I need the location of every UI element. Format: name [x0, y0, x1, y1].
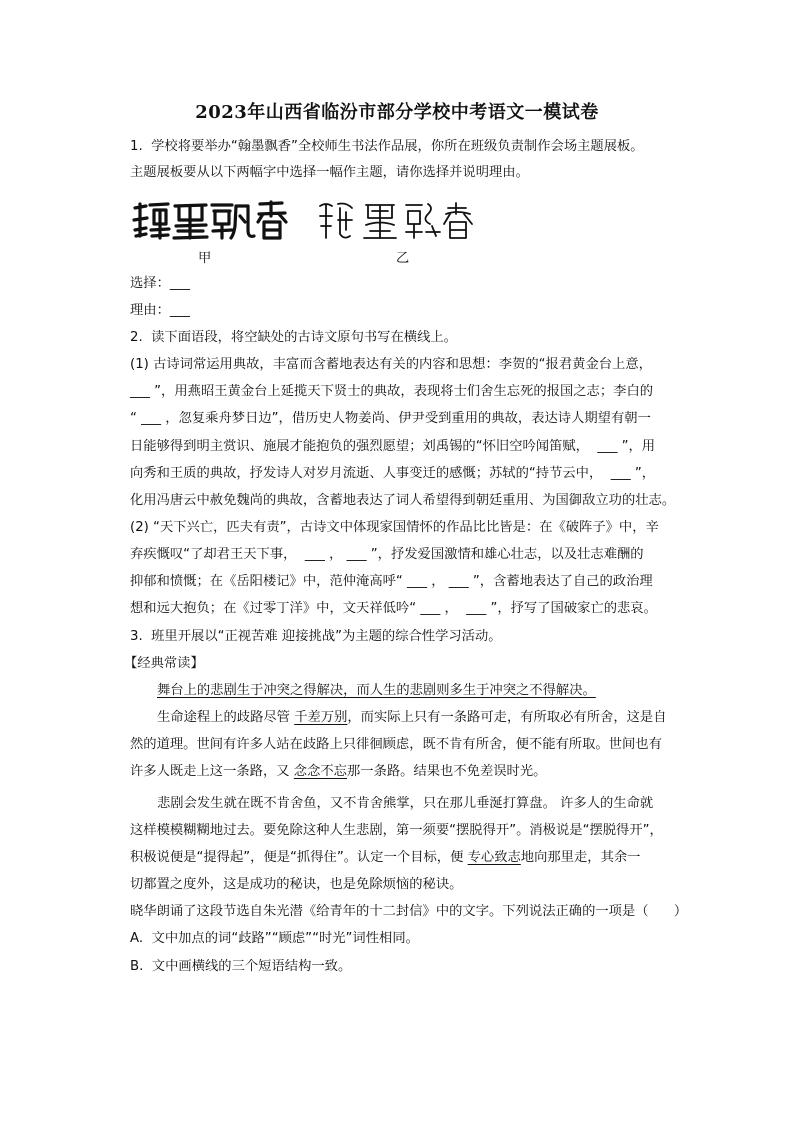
underlined-phrase-3: 专心致志: [467, 850, 521, 865]
q2-line-7: 化用冯唐云中赦免魏尚的典故，含蓄地表达了词人希望得到朝廷重用、为国御敌立功的壮志。: [130, 493, 676, 508]
q2-line-6: 向秀和王质的典故，抒发诗人对岁月流逝、人事变迁的感慨；苏轼的“持节云中， ___ ”，: [130, 466, 656, 481]
q2-line-3: ___ ”，用燕昭王黄金台上延揽天下贤士的典故，表现将士们舍生忘死的报国之志；李白的: [130, 384, 654, 399]
page-title: 2023年山西省临汾市部分学校中考语文一模试卷: [195, 102, 599, 123]
q2-line-5: 日能够得到明主赏识、施展才能抱负的强烈愿望；刘禹锡的“怀旧空吟闻笛赋， ___ ”，用: [130, 439, 656, 454]
underlined-phrase-1: 千差万别: [294, 710, 348, 725]
label-jia: 甲: [198, 251, 212, 266]
underlined-phrase-2: 念念不忘: [293, 764, 347, 779]
option-a[interactable]: A. 文中加点的词“歧路”“顾虑”“时光”词性相同。: [130, 931, 419, 946]
q2-line-9: 弃疾慨叹“了却君王天下事， ___ ， ___ ”，抒发爱国激情和雄心壮志，以及壮志难酬的: [130, 547, 644, 562]
passage-line-7: 切都置之度外，这是成功的秘诀，也是免除烦恼的秘诀。: [130, 877, 463, 892]
q3-line-1: 3. 班里开展以“正视苦难 迎接挑战”为主题的综合性学习活动。: [130, 629, 502, 644]
passage-line-2: 然的道理。世间有许多人站在歧路上只徘徊顾虑，既不肯有所舍，便不能有所取。世间也有: [130, 737, 662, 752]
choice-label: 选择：: [130, 276, 170, 291]
calligraphy-jia-image: [132, 200, 288, 242]
reason-row: [130, 301, 190, 321]
q2-line-1: 2. 读下面语段，将空缺处的古诗文原句书写在横线上。: [130, 330, 457, 345]
underlined-sentence: 舞台上的悲剧生于冲突之得解决，而人生的悲剧则多生于冲突之不得解决。: [157, 683, 596, 698]
choice-row: [130, 274, 190, 294]
q2-line-11: 想和远大抱负；在《过零丁洋》中，文天祥低吟“ ___ ， ___ ”，抒写了国破家亡的悲哀。: [130, 601, 657, 616]
passage-line-4: 悲剧会发生就在既不肯舍鱼，又不肯舍熊掌，只在那儿垂涎打算盘。 许多人的生命就: [157, 796, 654, 811]
section-heading: 【经典常读】: [124, 656, 204, 671]
calligraphy-yi-image: [316, 200, 484, 242]
passage-text: 那一条路。结果也不免差误时光。: [346, 764, 547, 779]
passage-text: 地向那里走，其余一: [520, 850, 641, 865]
label-yi: 乙: [396, 251, 410, 266]
passage-line-3: [130, 762, 546, 782]
passage-text: 积极说便是“提得起”，便是“抓得住”。认定一个目标，便: [130, 850, 468, 865]
passage-line-1: [157, 708, 667, 728]
reason-label: 理由：: [130, 303, 170, 318]
q2-line-10: 抑郁和愤慨；在《岳阳楼记》中，范仲淹高呼“ ___ ， ___ ”，含蓄地表达了自己的政治理: [130, 574, 653, 589]
passage-text: 许多人既走上这一条路，又: [130, 764, 294, 779]
q3-question: 晓华朗诵了这段节选自朱光潜《给青年的十二封信》中的文字。下列说法正确的一项是（ ）: [130, 904, 688, 919]
q1-line-2: 主题展板要从以下两幅字中选择一幅作主题，请你选择并说明理由。: [130, 165, 529, 180]
passage-line-6: [130, 848, 640, 868]
q2-line-4: “ ___ ，忽复乘舟梦日边”，借历史人物姜尚、伊尹受到重用的典故，表达诗人期望有朝一: [130, 411, 651, 426]
option-b[interactable]: B. 文中画横线的三个短语结构一致。: [130, 959, 352, 974]
q2-line-8: (2) “天下兴亡，匹夫有责”，古诗文中体现家国情怀的作品比比皆是：在《破阵子》中，辛: [130, 520, 659, 535]
passage-line-5: 这样模模糊糊地过去。要免除这种人生悲剧，第一须要“摆脱得开”。消极说是“摆脱得开”，: [130, 823, 663, 838]
passage-text: 生命途程上的歧路尽管: [157, 710, 295, 725]
q2-line-2: (1) 古诗词常运用典故，丰富而含蓄地表达有关的内容和思想：李贺的“报君黄金台上意，: [130, 357, 652, 372]
passage-text: ，而实际上只有一条路可走，有所取必有所舍，这是自: [347, 710, 667, 725]
choice-answer-blank[interactable]: ___: [169, 276, 190, 291]
q1-line-1: 1. 学校将要举办“翰墨飘香”全校师生书法作品展，你所在班级负责制作会场主题展板。: [130, 139, 644, 154]
reason-answer-blank[interactable]: ___: [169, 303, 190, 318]
